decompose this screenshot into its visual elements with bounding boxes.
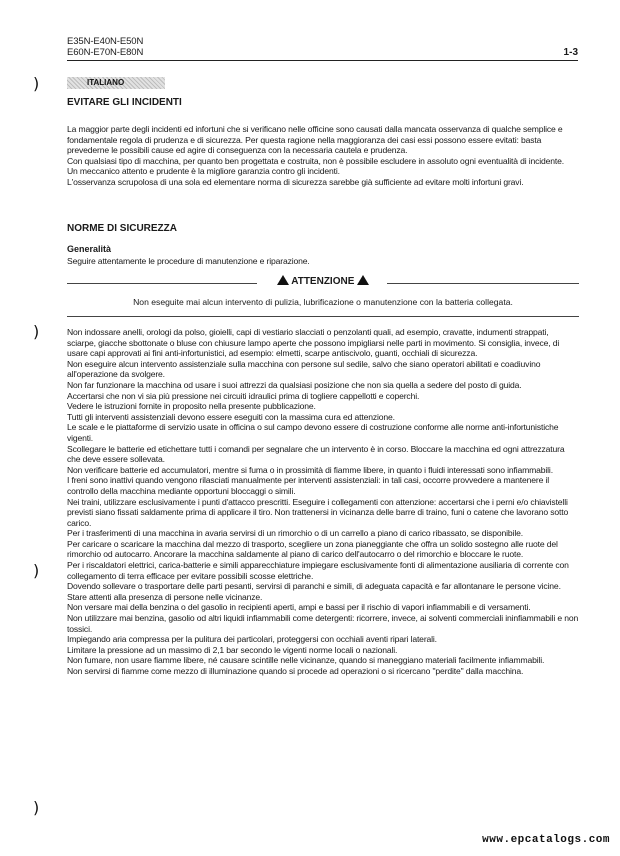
warning-heading <box>259 275 387 289</box>
warning-rule-left <box>67 283 257 284</box>
rule-item: Impiegando aria compressa per la pulitura dei particolari, proteggersi con occhiali aventi ripari laterali. <box>67 634 437 645</box>
rule-item: Non far funzionare la macchina od usare i suoi attrezzi da qualsiasi posizione che non sia quella a sedere del posto di guida. <box>67 379 522 390</box>
paragraph: Con qualsiasi tipo di macchina, per quanto ben progettata e costruita, non è possibile escludere in assoluto ogni eventualità di incidente. <box>67 155 565 166</box>
margin-mark: ) <box>33 798 40 817</box>
rule-item: Vedere le istruzioni fornite in proposito nella presente pubblicazione. <box>67 401 316 412</box>
rule-item: Per i riscaldatori elettrici, carica-batterie e simili apparecchiature impiegare esclusivamente fonti di alimentazione ausiliaria di corrente con collegamento di terra efficace per evitare possibili scosse elettriche. <box>67 560 569 581</box>
intro-text <box>67 256 579 267</box>
warning-triangle-icon <box>277 275 289 285</box>
model-header <box>67 36 143 58</box>
model-line-1: E35N-E40N-E50N <box>67 36 144 47</box>
rule-item: Non servirsi di fiamme come mezzo di illuminazione quando si procede ad operazioni o si ricercano "perdite" dalla macchina. <box>67 666 524 676</box>
section-title-safety: NORME DI SICUREZZA <box>67 223 177 234</box>
rule-item: Per caricare o scaricare la macchina dal mezzo di trasporto, scegliere un zona pianeggiante che offra un solido sostegno alle ruote del rimorchio od autocarro. Ancorare la macchina saldamente al piano di carico dell'autocarro o del rimorchio e bloccare le ruote. <box>67 538 558 560</box>
rule-item: Stare attenti alla presenza di persone nelle vicinanze. <box>67 591 263 602</box>
warning-banner <box>67 275 579 289</box>
page-number: 1-3 <box>563 47 578 58</box>
rule-item: Non verificare batterie ed accumulatori, mentre si fuma o in prossimità di fiamme libere, in quanto i fluidi interessati sono infiammabili. <box>67 464 553 475</box>
warning-rule-bottom <box>67 316 579 317</box>
warning-triangle-icon <box>357 275 369 285</box>
rule-item: Dovendo sollevare o trasportare delle parti pesanti, servirsi di paranchi e simili, di adeguata capacità e far allontanare le persone vicine. <box>67 581 561 592</box>
margin-mark: ) <box>33 74 40 93</box>
rule-item: Non versare mai della benzina o del gasolio in recipienti aperti, ampi e bassi per il rischio di vapori infiammabili e di versamenti. <box>67 602 531 613</box>
paragraph: Un meccanico attento e prudente è la migliore garanzia contro gli incidenti. <box>67 166 340 177</box>
rule-item: Nei traini, utilizzare esclusivamente i punti d'attacco prescritti. Eseguire i collegamenti con attenzione: accertarsi che i perni e/o chiavistelli previsti siano fissati saldamente prima di applicare il tiro. Non trattenersi in vicinanza delle barre di traino, funi o catene che lavorano sotto carico. <box>67 496 569 528</box>
rule-item: Accertarsi che non vi sia più pressione nei circuiti idraulici prima di togliere cappellotti e coperchi. <box>67 390 420 401</box>
rule-item: Tutti gli interventi assistenziali devono essere eseguiti con la massima cura ed attenzione. <box>67 411 395 422</box>
language-tab <box>67 77 165 89</box>
margin-mark: ) <box>33 561 40 580</box>
subsection-title: Generalità <box>67 244 112 254</box>
rule-item: Non fumare, non usare fiamme libere, né causare scintille nelle vicinanze, quando si maneggiano materiali facilmente infiammabili. <box>67 655 545 666</box>
rule-item: I freni sono inattivi quando vengono rilasciati manualmente per interventi assistenziali: in tali casi, occorre provvedere a mantenere il controllo della macchina mediante opportuni bloccaggi o simili. <box>67 475 549 496</box>
rule-item: Le scale e le piattaforme di servizio usate in officina o sul campo devono essere di costruzione conforme alle norme anti-infortunistiche vigenti. <box>67 422 559 443</box>
rule-item: Non eseguire alcun intervento assistenziale sulla macchina con persone sul sedile, salvo che siano operatori abilitati e coadiuvino all'operazione da svolgere. <box>67 358 541 380</box>
section-title-accidents: EVITARE GLI INCIDENTI <box>67 97 182 108</box>
warning-label: ATTENZIONE <box>291 276 355 287</box>
safety-rules <box>67 327 579 677</box>
rule-item: Limitare la pressione ad un massimo di 2,1 bar secondo le vigenti norme locali o nazionali. <box>67 644 398 655</box>
rule-item: Per i trasferimenti di una macchina in avaria servirsi di un rimorchio o di un carrello a piano di carico ribassato, se disponibile. <box>67 528 523 539</box>
section-accidents-body <box>67 124 579 188</box>
warning-rule-right <box>387 283 579 284</box>
rule-item: Scollegare le batterie ed etichettare tutti i comandi per segnalare che un intervento è in corso. Bloccare la macchina ed ogni attrezzatura che deve essere sollevata. <box>67 443 565 465</box>
margin-mark: ) <box>33 322 40 341</box>
rule-item: Non indossare anelli, orologi da polso, gioielli, capi di vestiario slacciati o penzolanti quali, ad esempio, cravatte, indumenti strappati, sciarpe, giacche sbottonate o bluse con chiusure lampo aperte che possono impigliarsi nelle parti in movimento. Si consiglia, invece, di usare capi approvati ai fini anti-infortunistici, ad esempio: elmetti, scarpe antiscivolo, guanti, occhiali di sicurezza. <box>67 327 560 359</box>
footer-url[interactable]: www.epcatalogs.com <box>482 834 610 846</box>
paragraph: L'osservanza scrupolosa di una sola ed elementare norma di sicurezza sarebbe già sufficiente ad evitare molti infortuni gravi. <box>67 176 524 187</box>
language-tab-label: ITALIANO <box>87 78 125 87</box>
header-rule <box>67 60 578 61</box>
warning-text: Non eseguite mai alcun intervento di pulizia, lubrificazione o manutenzione con la batteria collegata. <box>133 297 513 307</box>
model-line-2: E60N-E70N-E80N <box>67 47 144 58</box>
paragraph: La maggior parte degli incidenti ed infortuni che si verificano nelle officine sono causati dalla mancata osservanza di qualche semplice e fondamentale regola di prudenza e di sicurezza. Per questa ragione nella maggioranza dei casi essi possono essere evitati: basta prevederne le possibili cause ed agire di conseguenza con la necessaria cautela e prudenza. <box>67 124 563 156</box>
paragraph: Seguire attentamente le procedure di manutenzione e riparazione. <box>67 256 310 266</box>
rule-item: Non utilizzare mai benzina, gasolio od altri liquidi infiammabili come detergenti: ricorrere, invece, ai solventi commerciali ininfiammabili e non tossici. <box>67 613 579 634</box>
